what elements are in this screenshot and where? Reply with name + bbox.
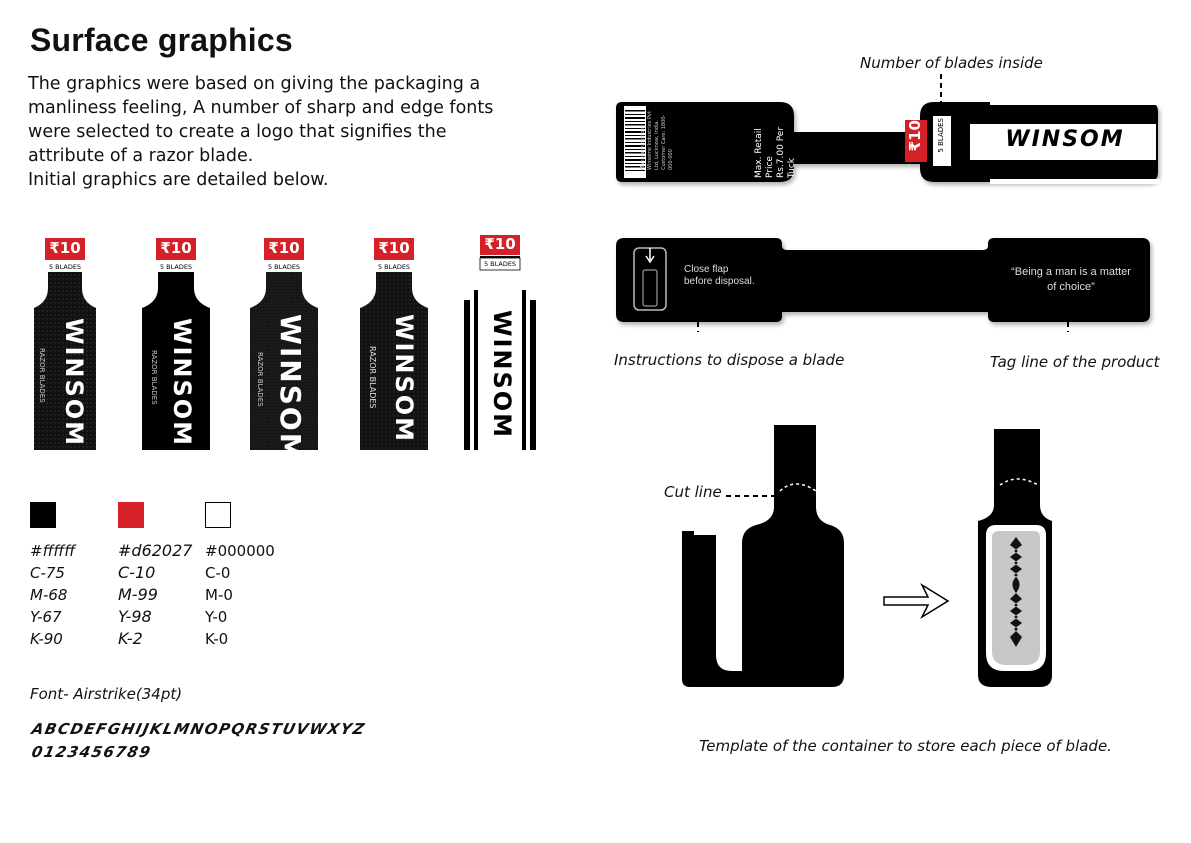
cut-line-label: Cut line: [664, 483, 722, 501]
pack-blades-label: 5 BLADES: [159, 263, 193, 271]
pack-variant-4: [356, 230, 432, 450]
swatch-k: K-2: [118, 629, 143, 648]
annotation-tagline: Tag line of the product: [990, 353, 1160, 371]
pack-blades-label: 5 BLADES: [377, 263, 411, 271]
font-label: Font- Airstrike(34pt): [30, 685, 183, 703]
tag-mrp: [754, 108, 798, 178]
tagline-line: “Being a man is a matter: [1011, 266, 1131, 278]
pack-variants: [0, 230, 560, 463]
container-caption: Template of the container to store each piece of blade.: [699, 737, 1112, 755]
pack-logo: WINSOM: [60, 318, 88, 448]
page-title: Surface graphics: [30, 22, 293, 58]
pack-price: ₹10: [484, 235, 516, 253]
swatch-y: Y-0: [205, 608, 228, 626]
flap-line: Close flap: [684, 264, 729, 275]
pack-subtitle: RAZOR BLADES: [256, 352, 264, 407]
pack-price: ₹10: [49, 239, 81, 257]
pack-subtitle: RAZOR BLADES: [368, 346, 377, 409]
tagline-line: of choice”: [1047, 281, 1095, 293]
tag-mrp-line: Rs.7.00 Per Tuck: [776, 126, 797, 178]
pack-variant-3: [246, 230, 322, 463]
intro-line: attribute of a razor blade.: [28, 146, 254, 166]
pack-logo: WINSOM: [488, 310, 516, 440]
pack-blades-label: 5 BLADES: [267, 263, 301, 271]
pack-variant-2: [138, 230, 214, 450]
tag-mrp-line: Max. Retail Price: [754, 128, 775, 178]
intro-line: were selected to create a logo that signifies the: [28, 122, 447, 142]
swatch-k: K-90: [30, 630, 63, 648]
swatch-spec-3: [205, 540, 275, 650]
pack-logo: WINSOM: [274, 314, 307, 463]
pack-price: ₹10: [160, 239, 192, 257]
pack-blades-label: 5 BLADES: [48, 263, 82, 271]
tag-blades-label: 5 BLADES: [937, 118, 945, 153]
pack-variant-5: [462, 230, 540, 450]
swatch-hex: #d62027: [118, 541, 193, 560]
color-swatch-white: [205, 502, 231, 528]
swatch-hex: #ffffff: [30, 542, 76, 560]
tagline: [996, 265, 1146, 295]
swatch-c: C-10: [118, 563, 156, 582]
swatch-m: M-68: [30, 586, 68, 604]
pack-logo: WINSOM: [390, 314, 418, 444]
swatch-y: Y-98: [118, 607, 152, 626]
pack-logo: WINSOM: [168, 318, 196, 448]
annotation-blades-inside: Number of blades inside: [860, 54, 1043, 72]
tag-address: Manufactured by: Winsome Industries Pvt Ltd, Lucknow, India. Customer Care: 1800-000-000: [640, 111, 674, 170]
color-swatch-red: [118, 502, 144, 528]
intro-line: The graphics were based on giving the packaging a: [28, 74, 481, 94]
tag-price-badge: ₹10: [906, 120, 924, 152]
font-alphabet: ABCDEFGHIJKLMNOPQRSTUVWXYZ: [30, 720, 368, 738]
swatch-c: C-75: [30, 564, 65, 582]
pack-price: ₹10: [268, 239, 300, 257]
flap-line: before disposal.: [684, 276, 755, 287]
pack-variant-1: [30, 230, 100, 450]
flap-instructions: [684, 264, 755, 288]
color-swatch-black: [30, 502, 56, 528]
swatch-hex: #000000: [205, 542, 275, 560]
swatch-c: C-0: [205, 564, 231, 582]
intro-text: [28, 72, 548, 192]
swatch-spec-1: [30, 540, 75, 650]
swatch-spec-2: [118, 540, 192, 650]
intro-line: Initial graphics are detailed below.: [28, 170, 329, 190]
tag-logo: WINSOM: [1005, 127, 1125, 152]
pack-subtitle: RAZOR BLADES: [38, 348, 46, 403]
font-digits: 0123456789: [30, 743, 154, 761]
swatch-m: M-99: [118, 585, 158, 604]
swatch-k: K-0: [205, 630, 229, 648]
pack-subtitle: RAZOR BLADES: [150, 350, 158, 405]
pack-blades-label: 5 BLADES: [483, 260, 517, 268]
pack-price: ₹10: [378, 239, 410, 257]
container-template: [676, 425, 1156, 695]
annotation-dispose: Instructions to dispose a blade: [614, 351, 845, 369]
intro-line: manliness feeling, A number of sharp and edge fonts: [28, 98, 494, 118]
swatch-m: M-0: [205, 586, 233, 604]
swatch-y: Y-67: [30, 608, 62, 626]
